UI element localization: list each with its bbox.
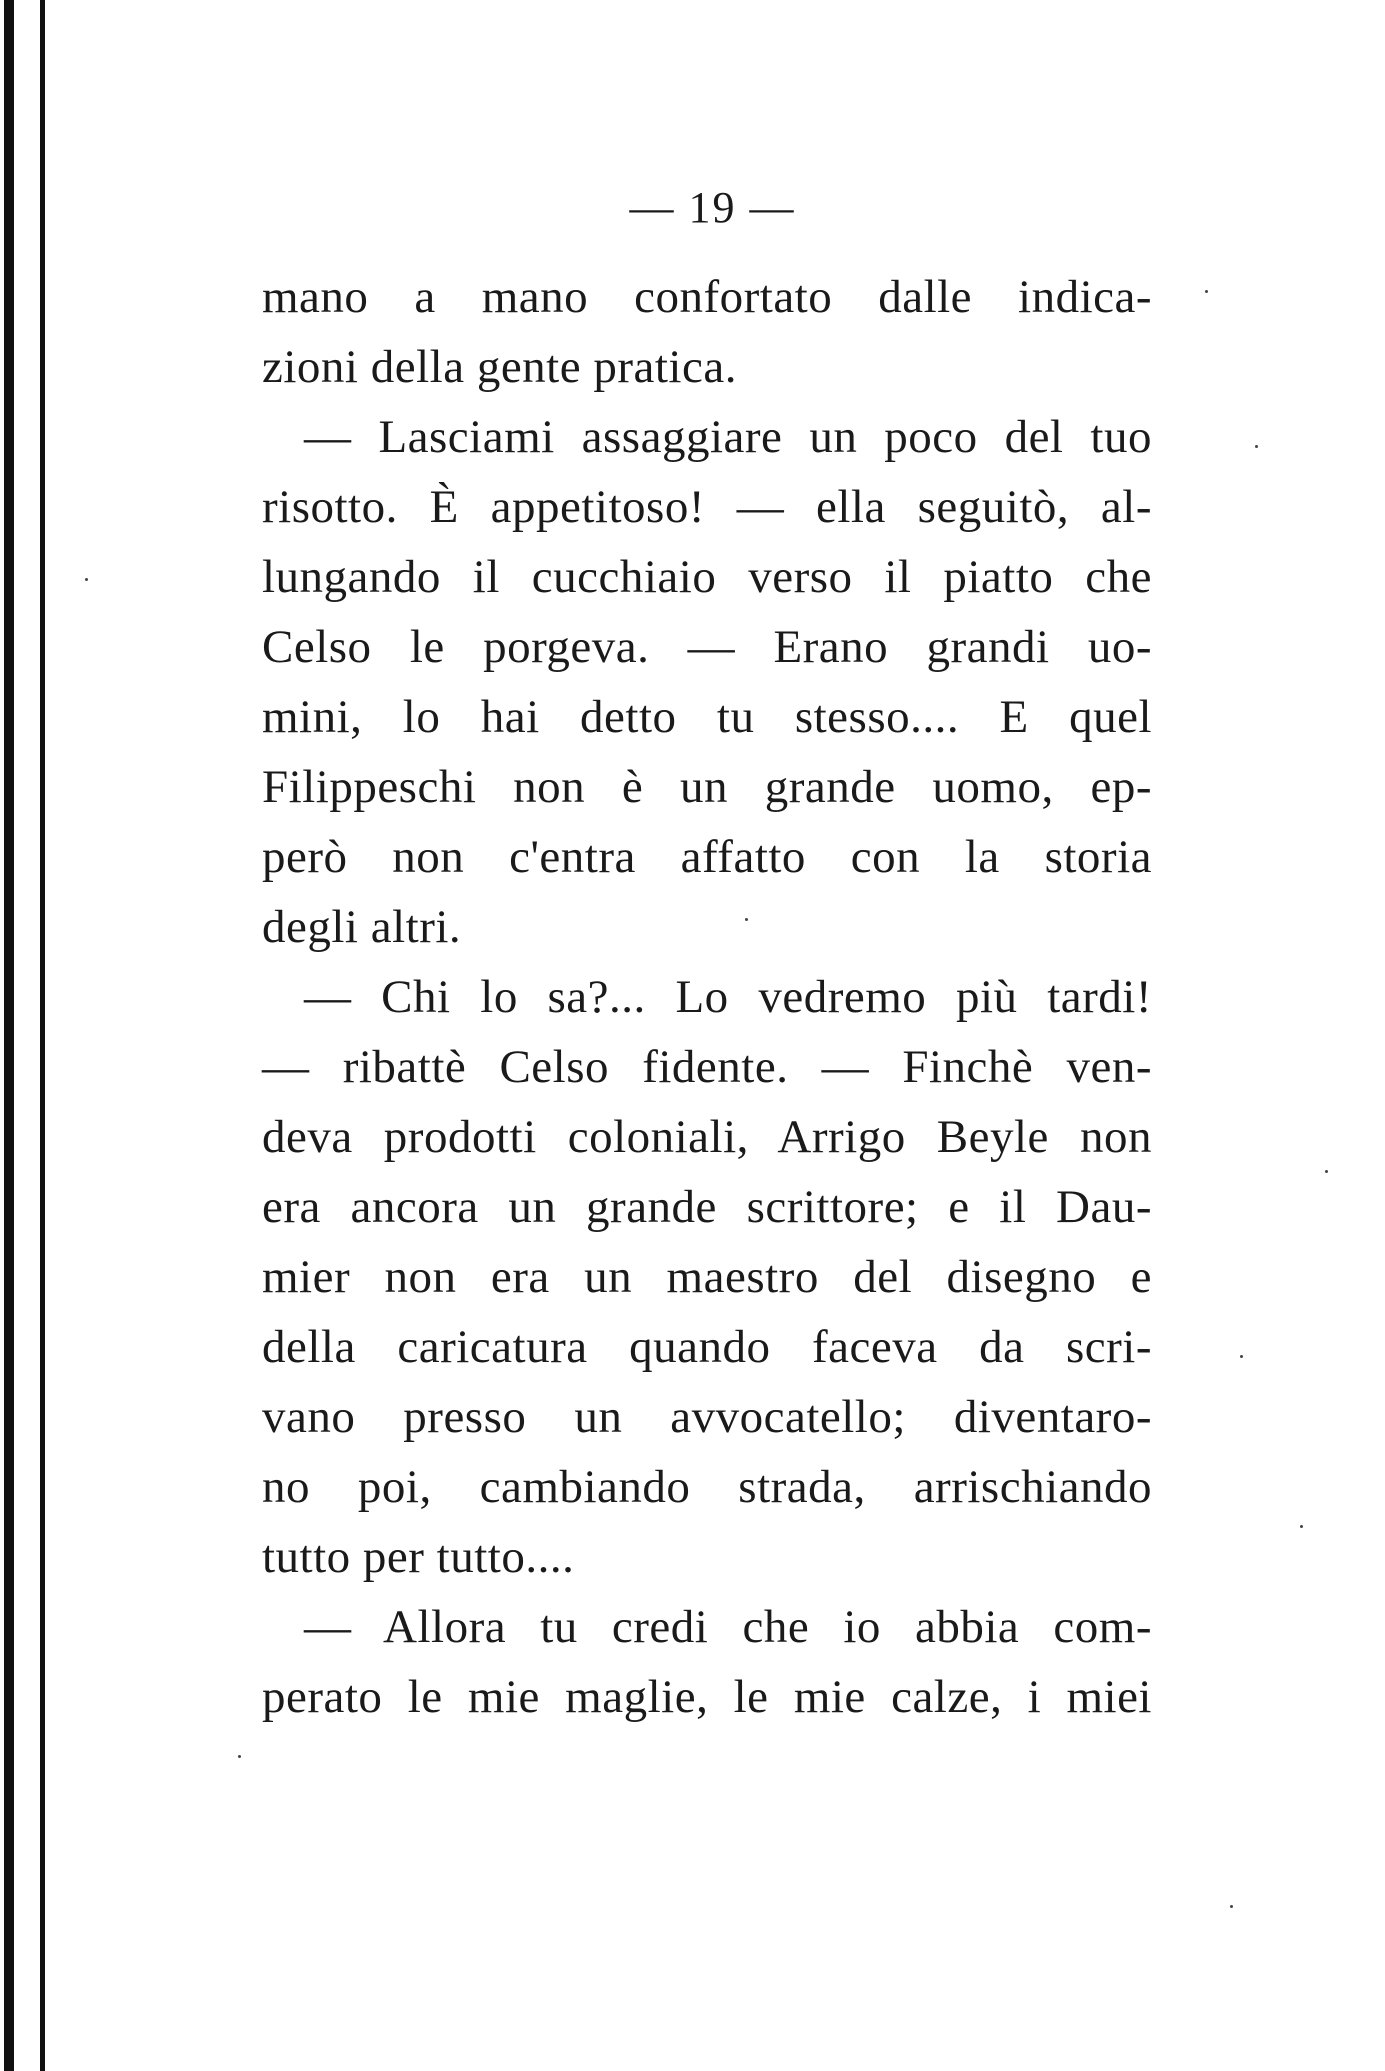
binding-edge-inner (40, 0, 45, 2071)
paper-speck (745, 918, 748, 921)
text-line: — Chi lo sa?... Lo vedremo più tardi! (304, 971, 1152, 1023)
text-line: — Lasciami assaggiare un poco del tuo (304, 411, 1152, 463)
text-line: era ancora un grande scrittore; e il Dau- (262, 1181, 1152, 1233)
paper-speck (1255, 445, 1258, 448)
page-number: — 19 — (629, 183, 796, 232)
text-line: però non c'entra affatto con la storia (262, 831, 1152, 883)
text-line: tutto per tutto.... (262, 1531, 575, 1583)
text-line: lungando il cucchiaio verso il piatto che (262, 551, 1152, 603)
text-line: degli altri. (262, 901, 462, 953)
paper-speck (1325, 1170, 1328, 1173)
text-line: della caricatura quando faceva da scri- (262, 1321, 1152, 1373)
text-line: — ribattè Celso fidente. — Finchè ven- (262, 1041, 1152, 1093)
text-line: mini, lo hai detto tu stesso.... E quel (262, 691, 1152, 743)
binding-edge (4, 0, 14, 2071)
paper-speck (238, 1755, 241, 1758)
text-line: perato le mie maglie, le mie calze, i miei (262, 1671, 1152, 1723)
paper-speck (1230, 1905, 1233, 1908)
paper-speck (1240, 1355, 1243, 1358)
text-line: vano presso un avvocatello; diventaro- (262, 1391, 1152, 1443)
paper-speck (85, 578, 88, 581)
paper-speck (1205, 290, 1208, 293)
text-line: mier non era un maestro del disegno e (262, 1251, 1152, 1303)
text-line: mano a mano confortato dalle indica- (262, 271, 1152, 323)
text-line: risotto. È appetitoso! — ella seguitò, al- (262, 481, 1152, 533)
body-text (262, 262, 1152, 1732)
text-line: Celso le porgeva. — Erano grandi uo- (262, 621, 1152, 673)
text-line: no poi, cambiando strada, arrischiando (262, 1461, 1152, 1513)
text-line: zioni della gente pratica. (262, 341, 737, 393)
text-line: deva prodotti coloniali, Arrigo Beyle non (262, 1111, 1152, 1163)
text-line: Filippeschi non è un grande uomo, ep- (262, 761, 1152, 813)
text-line: — Allora tu credi che io abbia com- (304, 1601, 1152, 1653)
paper-speck (1300, 1525, 1303, 1528)
